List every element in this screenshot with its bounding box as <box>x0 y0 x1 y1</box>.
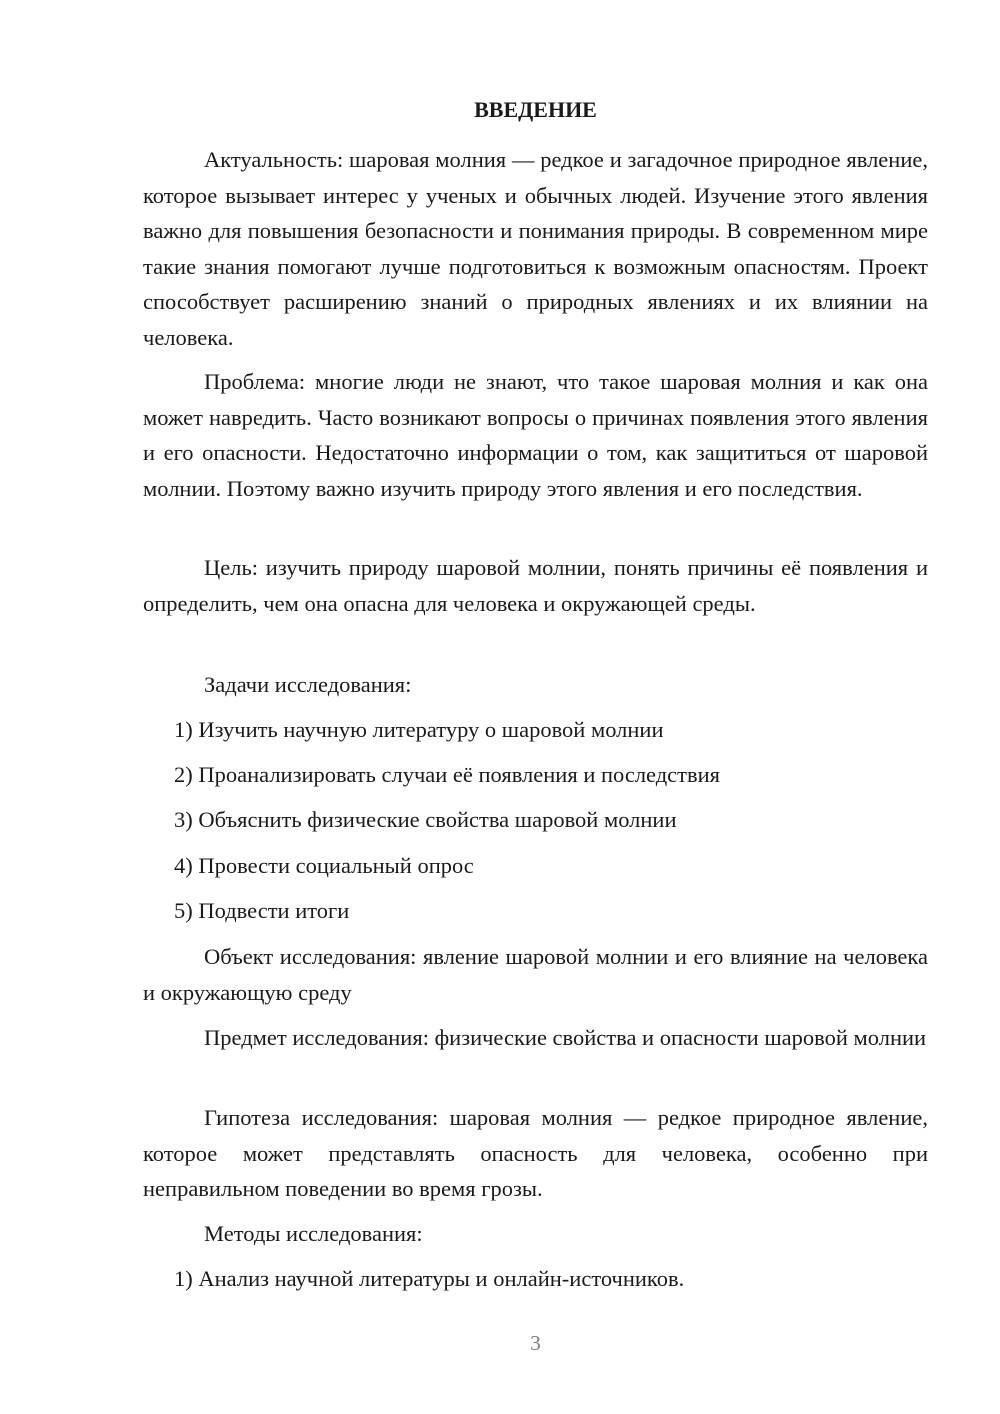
page-title: ВВЕДЕНИЕ <box>474 97 597 122</box>
paragraph-problem: Проблема: многие люди не знают, что такое шаровая молния и как она может навредить. Часто возникают вопросы о причинах появления этого явления и его опасности. Недостаточно информации о том, как защититься от шаровой молнии. Поэтому важно изучить природу этого явления и его последствия. <box>143 369 928 501</box>
page-number: 3 <box>530 1331 541 1355</box>
task-item: 1) Изучить научную литературу о шаровой молнии <box>174 717 664 742</box>
paragraph-object: Объект исследования: явление шаровой молнии и его влияние на человека и окружающую среду <box>143 944 928 1005</box>
task-item: 2) Проанализировать случаи её появления и последствия <box>174 762 721 787</box>
paragraph-subject: Предмет исследования: физические свойства и опасности шаровой молнии <box>204 1025 927 1050</box>
task-item: 4) Провести социальный опрос <box>174 853 474 878</box>
methods-heading: Методы исследования: <box>204 1221 423 1246</box>
paragraph-hypothesis: Гипотеза исследования: шаровая молния — редкое природное явление, которое может представлять опасность для человека, особенно при неправильном поведении во время грозы. <box>143 1105 928 1201</box>
paragraph-relevance: Актуальность: шаровая молния — редкое и загадочное природное явление, которое вызывает интерес у ученых и обычных людей. Изучение этого явления важно для повышения безопасности и понимания природы. В современном мире такие знания помогают лучше подготовиться к возможным опасностям. Проект способствует расширению знаний о природных явлениях и их влиянии на человека. <box>143 147 928 350</box>
task-item: 3) Объяснить физические свойства шаровой молнии <box>174 807 677 832</box>
tasks-heading: Задачи исследования: <box>204 672 412 697</box>
method-item: 1) Анализ научной литературы и онлайн-источников. <box>174 1266 685 1291</box>
task-item: 5) Подвести итоги <box>174 898 350 923</box>
paragraph-goal: Цель: изучить природу шаровой молнии, понять причины её появления и определить, чем она опасна для человека и окружающей среды. <box>143 555 928 616</box>
